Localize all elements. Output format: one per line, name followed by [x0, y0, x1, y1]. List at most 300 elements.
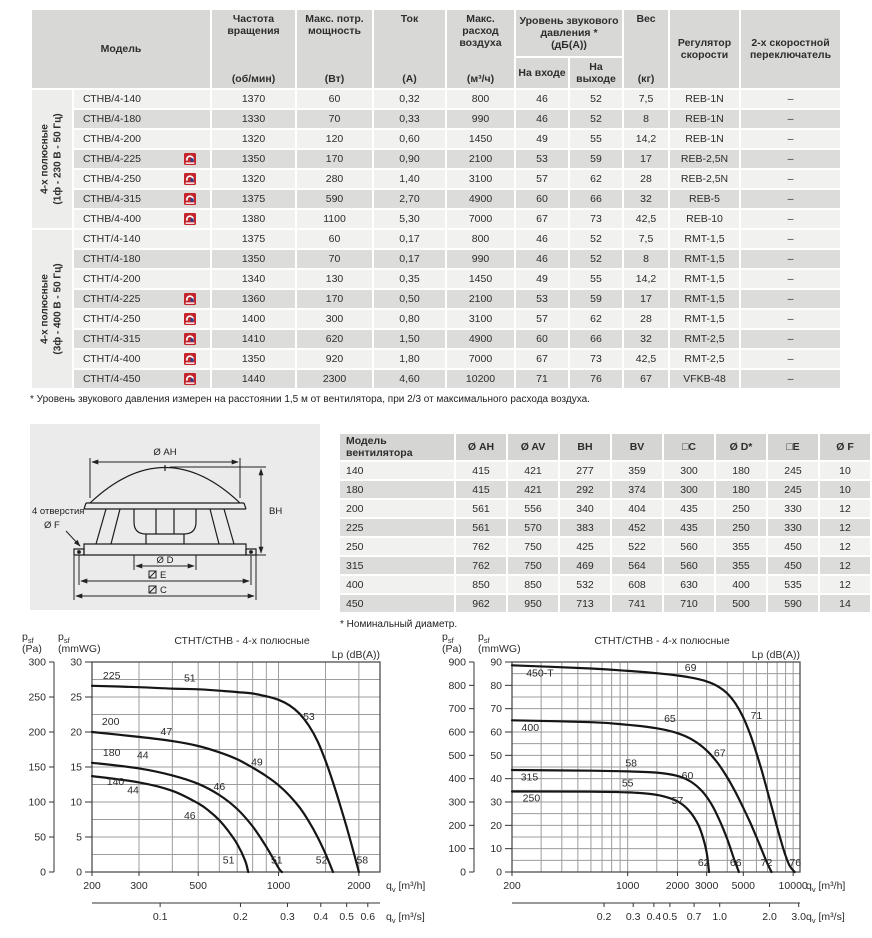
value-cell: 28: [624, 310, 668, 328]
value-cell: 17: [624, 150, 668, 168]
value-cell: 46: [516, 110, 568, 128]
svg-text:psf: $p_{sf}$: [442, 631, 454, 645]
value-cell: –: [741, 250, 840, 268]
value-cell: 2100: [447, 290, 514, 308]
svg-text:0: 0: [76, 866, 82, 879]
svg-text:(Pa): (Pa): [22, 643, 42, 655]
svg-text:55: 55: [621, 777, 634, 790]
svg-text:53: 53: [303, 711, 315, 724]
svg-text:200: 200: [101, 716, 120, 728]
dim-value-cell: 850: [456, 576, 506, 593]
svg-text:90: 90: [490, 656, 502, 669]
svg-text:60: 60: [490, 726, 502, 739]
svg-text:51: 51: [222, 854, 235, 867]
value-cell: 4,60: [374, 370, 445, 388]
dim-value-cell: 762: [456, 557, 506, 574]
value-cell: 67: [516, 210, 568, 228]
dim-value-cell: 962: [456, 595, 506, 612]
svg-text:49: 49: [251, 756, 263, 769]
value-cell: –: [741, 110, 840, 128]
hole-dia-label: Ø F: [44, 520, 60, 531]
svg-text:65: 65: [664, 713, 676, 726]
svg-text:25: 25: [70, 691, 82, 704]
svg-text:200: 200: [448, 819, 466, 832]
table-row: [340, 462, 870, 479]
value-cell: 1,50: [374, 330, 445, 348]
value-cell: 70: [297, 110, 372, 128]
dim-value-cell: 374: [612, 481, 662, 498]
col-header-model: Модель: [32, 10, 210, 88]
svg-text:psf: $p_{sf}$: [478, 631, 490, 645]
dim-value-cell: 608: [612, 576, 662, 593]
dim-value-cell: 277: [560, 462, 610, 479]
curve-450-Т: [512, 665, 795, 872]
svg-text:67: 67: [713, 747, 726, 760]
dim-value-cell: 315: [340, 557, 454, 574]
table-row: [32, 370, 840, 388]
svg-text:0: 0: [496, 866, 502, 879]
svg-text:800: 800: [448, 679, 466, 692]
dim-value-cell: 250: [716, 519, 766, 536]
dim-value-cell: 12: [820, 557, 870, 574]
svg-text:58: 58: [625, 757, 638, 770]
model-cell: [74, 350, 210, 368]
value-cell: 1350: [212, 350, 295, 368]
svg-text:0.5: 0.5: [339, 911, 354, 923]
value-cell: 0,32: [374, 90, 445, 108]
value-cell: –: [741, 370, 840, 388]
svg-text:1000: 1000: [266, 880, 291, 892]
curve-225: [92, 686, 359, 872]
value-cell: 2300: [297, 370, 372, 388]
value-cell: 57: [516, 170, 568, 188]
svg-text:450-Т: 450-Т: [526, 667, 554, 680]
value-cell: 46: [516, 230, 568, 248]
table-row: [32, 150, 840, 168]
svg-text:80: 80: [490, 679, 502, 692]
value-cell: 1320: [212, 170, 295, 188]
model-cell: [74, 110, 210, 128]
model-cell: [74, 270, 210, 288]
dim-value-cell: 560: [664, 557, 714, 574]
dim-value-cell: 140: [340, 462, 454, 479]
value-cell: 620: [297, 330, 372, 348]
value-cell: –: [741, 130, 840, 148]
svg-text:62: 62: [697, 857, 710, 870]
table-row: [32, 110, 840, 128]
value-cell: VFKB-48: [670, 370, 739, 388]
table-row: [340, 557, 870, 574]
value-cell: 1375: [212, 190, 295, 208]
value-cell: 42,5: [624, 350, 668, 368]
svg-text:20: 20: [490, 819, 502, 832]
dimensions-footnote: * Номинальный диаметр.: [340, 619, 458, 630]
pa-axis: [448, 657, 474, 879]
dim-value-cell: 435: [664, 519, 714, 536]
value-cell: 280: [297, 170, 372, 188]
value-cell: –: [741, 170, 840, 188]
svg-text:СТНТ/СТНВ - 4-х полюсные: СТНТ/СТНВ - 4-х полюсные: [174, 635, 310, 647]
table-row: [340, 576, 870, 593]
dim-value-cell: 532: [560, 576, 610, 593]
model-name: СТНВ/4-200: [83, 132, 142, 145]
dim-value-cell: 435: [664, 500, 714, 517]
value-cell: –: [741, 190, 840, 208]
value-cell: REB-1N: [670, 130, 739, 148]
value-cell: 130: [297, 270, 372, 288]
header-row: [32, 10, 840, 56]
value-cell: 76: [570, 370, 622, 388]
dim-value-cell: 535: [768, 576, 818, 593]
table-row: [32, 230, 840, 248]
value-cell: RMT-1,5: [670, 290, 739, 308]
value-cell: 17: [624, 290, 668, 308]
table-row: [32, 330, 840, 348]
value-cell: REB-10: [670, 210, 739, 228]
value-cell: 1360: [212, 290, 295, 308]
dim-value-cell: 12: [820, 576, 870, 593]
value-cell: 10200: [447, 370, 514, 388]
svg-text:52: 52: [315, 854, 328, 867]
svg-text:46: 46: [213, 781, 226, 794]
value-cell: –: [741, 150, 840, 168]
value-cell: 990: [447, 250, 514, 268]
table-row: [32, 210, 840, 228]
col-header-airflow: Макс. расход воздуха (м³/ч): [447, 10, 514, 88]
table-row: [32, 290, 840, 308]
value-cell: 70: [297, 250, 372, 268]
model-name: СТНТ/4-315: [83, 332, 141, 345]
value-cell: –: [741, 310, 840, 328]
value-cell: 46: [516, 250, 568, 268]
dim-value-cell: 450: [340, 595, 454, 612]
erp-badge-icon: [184, 193, 196, 205]
erp-badge-icon: [184, 173, 196, 185]
erp-badge-icon: [184, 153, 196, 165]
value-cell: 46: [516, 90, 568, 108]
value-cell: 1410: [212, 330, 295, 348]
value-cell: REB-5: [670, 190, 739, 208]
svg-text:1.0: 1.0: [712, 911, 728, 923]
dim-value-cell: 340: [560, 500, 610, 517]
value-cell: 5,30: [374, 210, 445, 228]
svg-text:100: 100: [28, 796, 46, 809]
svg-text:200: 200: [28, 726, 46, 739]
value-cell: 53: [516, 290, 568, 308]
dim-value-cell: 10: [820, 462, 870, 479]
svg-text:0.4: 0.4: [646, 911, 662, 923]
dim-value-cell: 330: [768, 500, 818, 517]
dim-value-cell: 245: [768, 462, 818, 479]
value-cell: 1330: [212, 110, 295, 128]
curve-400: [512, 720, 772, 872]
svg-text:0.2: 0.2: [233, 911, 248, 923]
model-cell: [74, 370, 210, 388]
value-cell: 53: [516, 150, 568, 168]
value-cell: 300: [297, 310, 372, 328]
group-label: 4-х полюсные (1ф - 230 В - 50 Гц): [39, 113, 63, 205]
dim-col-header: BV: [612, 434, 662, 460]
value-cell: 0,35: [374, 270, 445, 288]
group-label: 4-х полюсные (3ф - 400 В - 50 Гц): [39, 263, 63, 355]
erp-badge-icon: [184, 213, 196, 225]
svg-text:0.6: 0.6: [360, 911, 376, 923]
dim-value-cell: 12: [820, 500, 870, 517]
square-dim-symbols: [149, 571, 156, 593]
svg-text:70: 70: [490, 703, 502, 716]
dim-col-header: Ø АН: [456, 434, 506, 460]
table-row: [32, 310, 840, 328]
model-name: СТНТ/4-225: [83, 292, 141, 305]
svg-text:Lp (dB(A)): Lp (dB(A)): [751, 649, 800, 661]
dim-value-cell: 300: [664, 462, 714, 479]
dim-value-cell: 750: [508, 538, 558, 555]
dim-col-header: ВН: [560, 434, 610, 460]
svg-text:30: 30: [70, 656, 82, 669]
value-cell: 0,33: [374, 110, 445, 128]
svg-text:10: 10: [70, 796, 82, 809]
svg-text:44: 44: [127, 784, 139, 797]
specs-footnote: * Уровень звукового давления измерен на расстоянии 1,5 м от вентилятора, при 2/3 от максимального расхода воздуха.: [30, 394, 590, 405]
svg-text:44: 44: [136, 749, 149, 762]
svg-text:5000: 5000: [731, 880, 756, 892]
svg-text:500: 500: [189, 880, 207, 892]
svg-text:250: 250: [28, 691, 46, 704]
svg-text:qv [m³/h]: $q_v$ [m³/h]: [386, 880, 426, 894]
table-row: [340, 538, 870, 555]
dim-value-cell: 10: [820, 481, 870, 498]
dim-value-cell: 383: [560, 519, 610, 536]
svg-text:225: 225: [102, 669, 121, 682]
svg-text:2000: 2000: [665, 880, 690, 892]
fan-body-outline: [74, 465, 256, 555]
model-name: СТНТ/4-450: [83, 372, 141, 385]
value-cell: RMT-1,5: [670, 270, 739, 288]
svg-text:57: 57: [671, 794, 684, 807]
value-cell: 1,40: [374, 170, 445, 188]
svg-text:140: 140: [106, 776, 125, 789]
mmwg-axis: [70, 657, 92, 879]
value-cell: 32: [624, 330, 668, 348]
svg-text:66: 66: [729, 857, 742, 870]
value-cell: 120: [297, 130, 372, 148]
value-cell: 1,80: [374, 350, 445, 368]
svg-text:20: 20: [70, 726, 82, 739]
svg-text:qv [m³/s]: $q_v$ [m³/s]: [386, 911, 425, 925]
model-name: СТНВ/4-400: [83, 212, 142, 225]
svg-text:30: 30: [490, 796, 502, 809]
value-cell: 52: [570, 250, 622, 268]
value-cell: 1400: [212, 310, 295, 328]
model-name: СТНТ/4-250: [83, 312, 141, 325]
erp-badge-icon: [184, 293, 196, 305]
value-cell: 920: [297, 350, 372, 368]
model-cell: [74, 170, 210, 188]
value-cell: 590: [297, 190, 372, 208]
svg-text:0.1: 0.1: [152, 911, 168, 923]
svg-text:71: 71: [750, 710, 763, 723]
col-header-two-speed-switch: 2-х скоростной переключатель: [741, 10, 840, 88]
dimensions-table: [338, 432, 872, 614]
value-cell: 1350: [212, 150, 295, 168]
dim-value-cell: 556: [508, 500, 558, 517]
value-cell: 60: [297, 90, 372, 108]
dim-value-cell: 404: [612, 500, 662, 517]
value-cell: 52: [570, 230, 622, 248]
model-cell: [74, 150, 210, 168]
model-cell: [74, 250, 210, 268]
dim-value-cell: 522: [612, 538, 662, 555]
svg-text:qv [m³/s]: $q_v$ [m³/s]: [806, 911, 845, 925]
dim-value-cell: 355: [716, 557, 766, 574]
performance-chart-right: [436, 626, 860, 934]
svg-text:58: 58: [356, 854, 369, 867]
value-cell: 60: [297, 230, 372, 248]
svg-text:400: 400: [521, 721, 540, 734]
svg-text:0: 0: [40, 866, 46, 879]
fan-curves: [92, 686, 359, 872]
dim-label-bh: ВН: [269, 506, 283, 517]
svg-text:76: 76: [789, 857, 802, 870]
col-header-weight: Вес (кг): [624, 10, 668, 88]
svg-text:0.7: 0.7: [686, 911, 702, 923]
svg-text:0.4: 0.4: [313, 911, 329, 923]
dim-value-cell: 590: [768, 595, 818, 612]
value-cell: RMT-2,5: [670, 350, 739, 368]
dim-value-cell: 630: [664, 576, 714, 593]
value-cell: 1340: [212, 270, 295, 288]
dim-value-cell: 450: [768, 538, 818, 555]
model-cell: [74, 190, 210, 208]
svg-text:300: 300: [130, 880, 148, 892]
erp-badge-icon: [184, 373, 196, 385]
dim-value-cell: 245: [768, 481, 818, 498]
table-row: [32, 170, 840, 188]
svg-text:51: 51: [183, 672, 196, 685]
dim-value-cell: 713: [560, 595, 610, 612]
value-cell: 52: [570, 90, 622, 108]
svg-text:3.0: 3.0: [791, 911, 806, 923]
value-cell: RMT-1,5: [670, 250, 739, 268]
svg-text:50: 50: [490, 749, 502, 762]
svg-text:900: 900: [448, 656, 466, 669]
value-cell: 1375: [212, 230, 295, 248]
x-axis-m3s: [512, 903, 845, 925]
svg-text:qv [m³/h]: $q_v$ [m³/h]: [806, 880, 846, 894]
model-name: СТНВ/4-225: [83, 152, 142, 165]
value-cell: –: [741, 90, 840, 108]
svg-text:0.2: 0.2: [596, 911, 612, 923]
dim-value-cell: 359: [612, 462, 662, 479]
svg-text:700: 700: [448, 703, 466, 716]
table-row: [32, 250, 840, 268]
model-name: СТНТ/4-180: [83, 252, 141, 265]
model-name: СТНВ/4-315: [83, 192, 142, 205]
col-header-regulator: Регулятор скорости: [670, 10, 739, 88]
value-cell: 0,17: [374, 250, 445, 268]
model-cell: [74, 330, 210, 348]
value-cell: 66: [570, 330, 622, 348]
svg-text:0.5: 0.5: [662, 911, 678, 923]
value-cell: 170: [297, 290, 372, 308]
dim-value-cell: 12: [820, 538, 870, 555]
value-cell: 66: [570, 190, 622, 208]
value-cell: 28: [624, 170, 668, 188]
x-axis-m3h: [83, 872, 425, 894]
dim-value-cell: 330: [768, 519, 818, 536]
model-name: СТНВ/4-140: [83, 92, 142, 105]
value-cell: REB-2,5N: [670, 170, 739, 188]
model-cell: [74, 290, 210, 308]
svg-text:200: 200: [83, 880, 101, 892]
svg-text:3000: 3000: [694, 880, 719, 892]
value-cell: 60: [516, 330, 568, 348]
value-cell: 1450: [447, 130, 514, 148]
value-cell: 8: [624, 250, 668, 268]
value-cell: 0,17: [374, 230, 445, 248]
value-cell: 7000: [447, 350, 514, 368]
fan-drawing: [30, 424, 320, 610]
table-row: [340, 481, 870, 498]
dim-value-cell: 741: [612, 595, 662, 612]
dim-value-cell: 750: [508, 557, 558, 574]
dim-value-cell: 950: [508, 595, 558, 612]
group-label-cell: [32, 230, 72, 388]
dim-value-cell: 710: [664, 595, 714, 612]
dim-value-cell: 400: [340, 576, 454, 593]
dim-value-cell: 425: [560, 538, 610, 555]
value-cell: RMT-1,5: [670, 310, 739, 328]
dim-value-cell: 500: [716, 595, 766, 612]
dim-value-cell: 564: [612, 557, 662, 574]
value-cell: 55: [570, 130, 622, 148]
value-cell: 0,50: [374, 290, 445, 308]
value-cell: 1450: [447, 270, 514, 288]
col-header-current: Ток (А): [374, 10, 445, 88]
svg-text:10000: 10000: [778, 880, 808, 892]
model-name: СТНТ/4-400: [83, 352, 141, 365]
svg-text:psf: $p_{sf}$: [22, 631, 34, 645]
dim-value-cell: 292: [560, 481, 610, 498]
dim-value-cell: 561: [456, 500, 506, 517]
value-cell: 0,80: [374, 310, 445, 328]
dim-value-cell: 14: [820, 595, 870, 612]
value-cell: 59: [570, 290, 622, 308]
value-cell: 49: [516, 130, 568, 148]
value-cell: 49: [516, 270, 568, 288]
svg-text:60: 60: [681, 770, 694, 783]
value-cell: 170: [297, 150, 372, 168]
value-cell: 67: [516, 350, 568, 368]
fan-drawing-svg: [30, 424, 320, 610]
value-cell: 2100: [447, 150, 514, 168]
value-cell: 990: [447, 110, 514, 128]
value-cell: 73: [570, 210, 622, 228]
value-cell: 7,5: [624, 230, 668, 248]
svg-text:psf: $p_{sf}$: [58, 631, 70, 645]
dimensions-container: [338, 432, 872, 630]
dim-value-cell: 180: [340, 481, 454, 498]
svg-text:315: 315: [520, 771, 539, 784]
table-row: [340, 500, 870, 517]
dim-value-cell: 561: [456, 519, 506, 536]
value-cell: –: [741, 350, 840, 368]
value-cell: 4900: [447, 190, 514, 208]
value-cell: 62: [570, 310, 622, 328]
value-cell: 4900: [447, 330, 514, 348]
value-cell: 62: [570, 170, 622, 188]
svg-text:5: 5: [76, 831, 82, 844]
